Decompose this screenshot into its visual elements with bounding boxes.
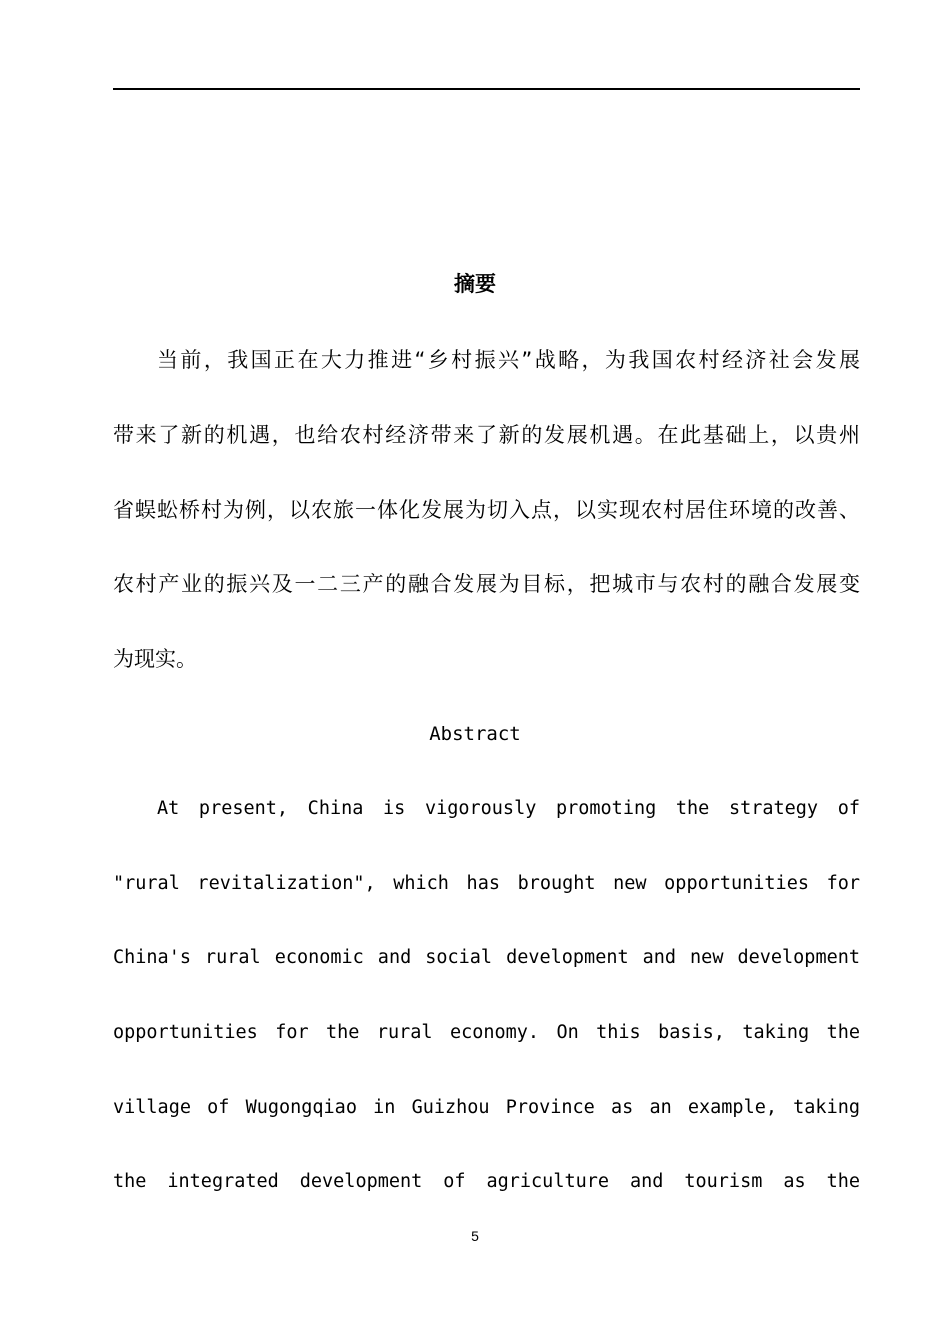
chinese-abstract-title: 摘要 [454,271,496,296]
english-abstract-line: "rural revitalization", which has brought new opportunities for [113,873,860,894]
chinese-abstract-line: 农村产业的振兴及一二三产的融合发展为目标，把城市与农村的融合发展变 [113,572,860,596]
english-abstract-line: opportunities for the rural economy. On this basis, taking the [113,1022,860,1043]
english-abstract-line: village of Wugongqiao in Guizhou Province as an example, taking [113,1097,860,1118]
chinese-abstract-line: 带来了新的机遇，也给农村经济带来了新的发展机遇。在此基础上，以贵州 [113,423,860,447]
header-rule [113,88,860,90]
english-abstract-line: At present, China is vigorously promoting the strategy of [157,798,860,819]
english-abstract-line: the integrated development of agriculture and tourism as the [113,1171,860,1192]
chinese-abstract-line: 省蜈蚣桥村为例，以农旅一体化发展为切入点，以实现农村居住环境的改善、 [113,498,860,522]
page-number: 5 [471,1228,479,1244]
english-abstract-title: Abstract [429,723,521,745]
chinese-abstract-line: 当前，我国正在大力推进“乡村振兴”战略，为我国农村经济社会发展 [157,348,860,372]
chinese-abstract-line: 为现实。 [113,647,197,671]
english-abstract-line: China's rural economic and social development and new development [113,947,860,968]
